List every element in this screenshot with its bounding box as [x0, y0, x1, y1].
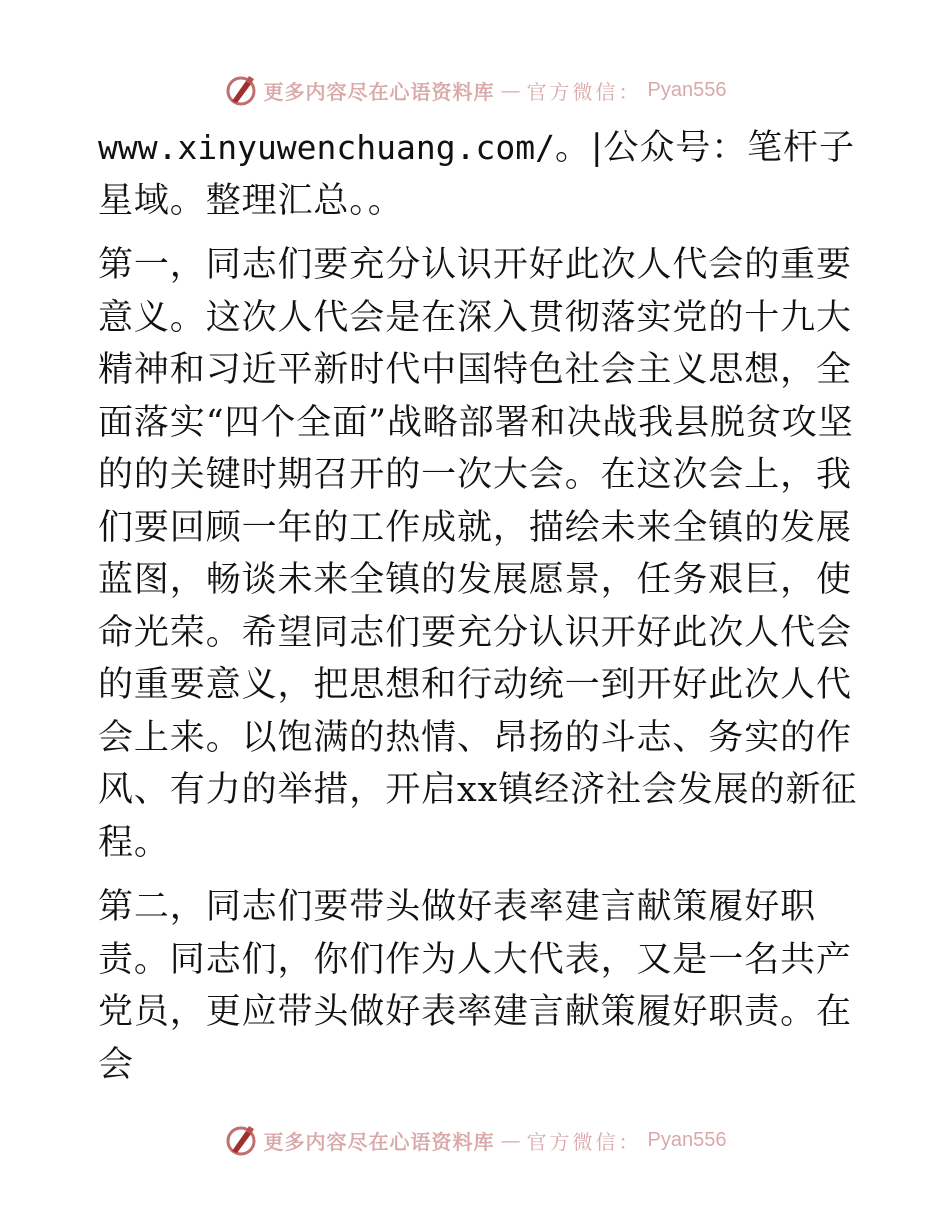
paragraph-first-point: 第一，同志们要充分认识开好此次人代会的重要意义。这次人代会是在深入贯彻落实党的十九大精神和习近平新时代中国特色社会主义思想，全面落实“四个全面”战略部署和决战我县脱贫攻坚的的关键时期召开的一次大会。在这次会上，我们要回顾一年的工作成就，描绘未来全镇的发展蓝图，畅谈未来全镇的发展愿景，任务艰巨，使命光荣。希望同志们要充分认识开好此次人代会的重要意义，把思想和行动统一到开好此次人代会上来。以饱满的热情、昂扬的斗志、务实的作风、有力的举措，开启xx镇经济社会发展的新征程。 — [98, 245, 858, 863]
footer-watermark — [0, 1120, 950, 1160]
watermark-main-text: 更多内容尽在心语资料库 — [263, 79, 495, 104]
pen-logo-icon — [224, 73, 258, 107]
paragraph-second-point: 第二，同志们要带头做好表率建言献策履好职责。同志们，你们作为人大代表，又是一名共产党员，更应带头做好表率建言献策履好职责。在会 — [98, 887, 852, 1085]
source-url: www.xinyuwenchuang.com/ — [98, 128, 555, 167]
watermark-wechat-id: Pyan556 — [647, 1128, 727, 1151]
watermark-wechat-label: 官方微信： — [526, 79, 642, 104]
watermark-wechat-label: 官方微信： — [526, 1129, 642, 1154]
watermark-main-text: 更多内容尽在心语资料库 — [263, 1129, 495, 1154]
pen-logo-icon — [224, 1123, 258, 1157]
header-watermark — [0, 70, 950, 110]
document-body — [98, 122, 858, 1091]
paragraph-source — [98, 122, 858, 227]
watermark-wechat-id: Pyan556 — [647, 78, 727, 101]
source-note: 。|公众号：笔杆子星域。整理汇总。。 — [98, 128, 855, 221]
watermark-dash: — — [500, 1128, 521, 1152]
watermark-dash: — — [500, 78, 521, 102]
